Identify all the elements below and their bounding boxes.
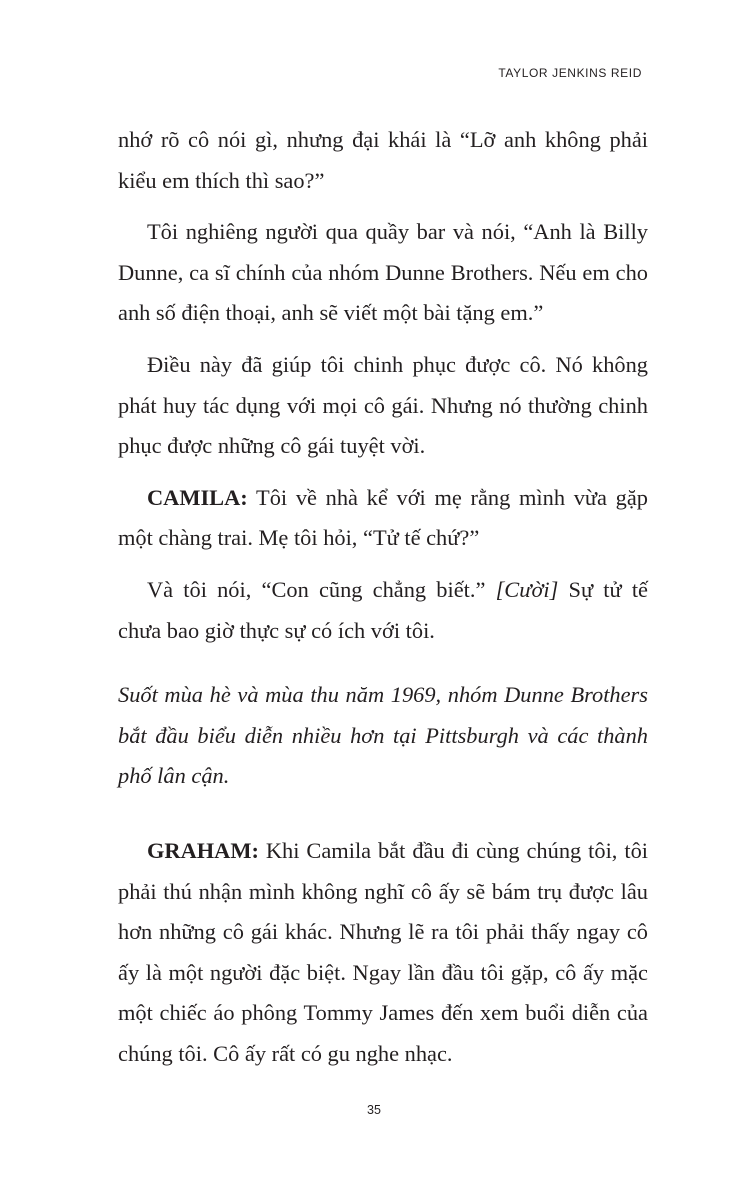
paragraph-continuation: nhớ rõ cô nói gì, nhưng đại khái là “Lỡ anh không phải kiểu em thích thì sao?” <box>118 127 648 193</box>
running-header-author: TAYLOR JENKINS REID <box>498 66 642 80</box>
reply-text-before: Và tôi nói, “Con cũng chẳng biết.” <box>147 576 496 602</box>
camila-text: Tôi về nhà kể với mẹ rằng mình vừa gặp một chàng trai. Mẹ tôi hỏi, “Tử tế chứ?” <box>118 484 648 551</box>
body-text <box>118 120 648 1085</box>
paragraph-won-her-over: Điều này đã giúp tôi chinh phục được cô. Nó không phát huy tác dụng với mọi cô gái. Nhưng nó thường chinh phục được những cô gái tuyệt vời. <box>118 351 648 459</box>
paragraph-camila-reply <box>118 570 648 651</box>
page-number: 35 <box>367 1103 381 1117</box>
paragraph-billy-bar: Tôi nghiêng người qua quầy bar và nói, “Anh là Billy Dunne, ca sĩ chính của nhóm Dunne Brothers. Nếu em cho anh số điện thoại, anh sẽ viết một bài tặng em.” <box>118 219 648 326</box>
graham-text: Khi Camila bắt đầu đi cùng chúng tôi, tôi phải thú nhận mình không nghĩ cô ấy sẽ bám trụ được lâu hơn những cô gái khác. Nhưng lẽ ra tôi phải thấy ngay cô ấy là một người đặc biệt. Ngay lần đầu tôi gặp, cô ấy mặc một chiếc áo phông Tommy James đến xem buổi diễn của chúng tôi. Cô ấy rất có gu nghe nhạc. <box>118 837 648 1066</box>
reply-text-after: Sự tử tế chưa bao giờ thực sự có ích với tôi. <box>118 576 648 643</box>
paragraph-camila <box>118 478 648 559</box>
narration-italic: Suốt mùa hè và mùa thu năm 1969, nhóm Dunne Brothers bắt đầu biểu diễn nhiều hơn tại Pittsburgh và các thành phố lân cận. <box>118 682 648 789</box>
speaker-label-camila: CAMILA: <box>147 484 248 510</box>
speaker-label-graham: GRAHAM: <box>147 837 259 863</box>
paragraph-graham <box>118 831 648 1075</box>
stage-direction: [Cười] <box>495 576 559 602</box>
